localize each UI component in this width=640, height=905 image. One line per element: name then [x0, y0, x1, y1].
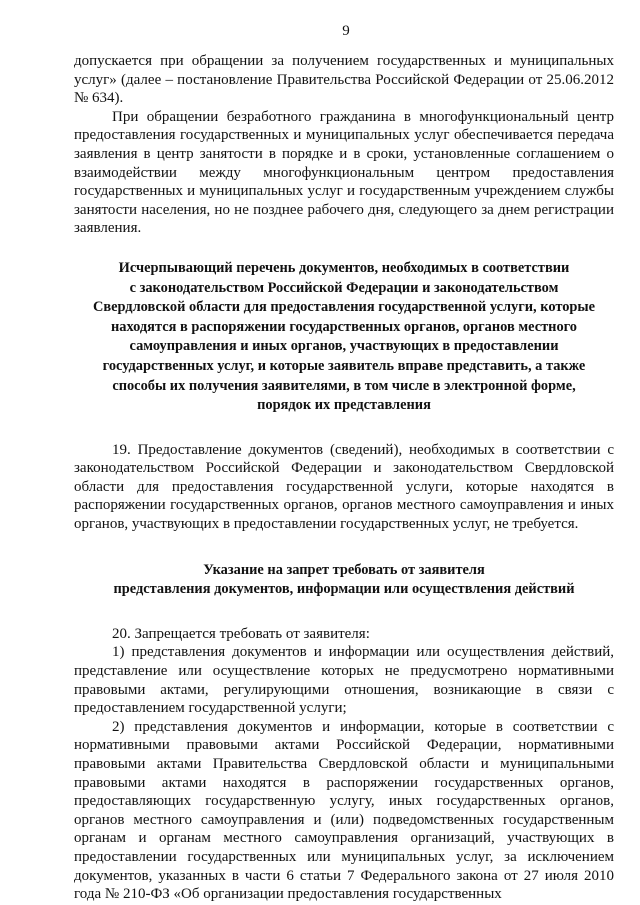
- section-heading-prohibition: [74, 561, 614, 600]
- paragraph-20-item-2: 2) представления документов и информации, которые в соответствии с нормативными правовыми актами Российской Федерации, нормативными правовыми актами Правительства Свердловской области и муниципальными правовыми актами находятся в распоряжении государственных органов, предоставляющих государственную услугу, иных государственных органов, органов местного самоуправления и (или) подведомственных государственным органам и органам местного самоуправления организаций, участвующих в предоставлении государственных или муниципальных услуг, за исключением документов, указанных в части 6 статьи 7 Федерального закона от 27 июля 2010 года № 210-ФЗ «Об организации предоставления государственных: [74, 718, 614, 903]
- paragraph-20: 20. Запрещается требовать от заявителя:: [112, 625, 370, 642]
- section-heading-documents-list: [74, 259, 614, 416]
- paragraph-unemployed-citizen: При обращении безработного гражданина в многофункциональный центр предоставления государственных и муниципальных услуг обеспечивается передача заявления в центр занятости в порядке и в сроки, установленные соглашением о взаимодействии между многофункциональным центром предоставления государственных и муниципальных услуг и государственным учреждением службы занятости населения, но не позднее рабочего дня, следующего за днем регистрации заявления.: [74, 108, 614, 237]
- heading-line: Свердловской области для предоставления государственной услуги, которые: [92, 299, 596, 316]
- heading-line: Исчерпывающий перечень документов, необходимых в соответствии: [118, 259, 570, 276]
- heading-line: находятся в распоряжении государственных органов, органов местного: [110, 318, 578, 335]
- heading-line: порядок их представления: [257, 397, 431, 414]
- heading-line: представления документов, информации или осуществления действий: [113, 581, 575, 598]
- paragraph-19: 19. Предоставление документов (сведений), необходимых в соответствии с законодательством Российской Федерации и законодательством Свердловской области для предоставления государственной услуги, которые находятся в распоряжении государственных органов, органов местного самоуправления и иных органов, участвующих в предоставлении государственных услуг, не требуется.: [74, 441, 614, 533]
- heading-line: самоуправления и иных органов, участвующих в предоставлении: [129, 338, 559, 355]
- paragraph-20-item-1: 1) представления документов и информации или осуществления действий, представление или осуществление которых не предусмотрено нормативными правовыми актами, регулирующими отношения, возникающие в связи с предоставлением государственной услуги;: [74, 644, 614, 717]
- heading-line: способы их получения заявителями, в том числе в электронной форме,: [112, 377, 576, 394]
- page-number: 9: [342, 23, 350, 39]
- heading-line: с законодательством Российской Федерации и законодательством: [129, 279, 559, 296]
- document-page: [74, 20, 614, 904]
- heading-line: государственных услуг, и которые заявитель вправе представить, а также: [102, 357, 586, 374]
- heading-line: Указание на запрет требовать от заявителя: [203, 561, 485, 578]
- paragraph-continuation: допускается при обращении за получением государственных и муниципальных услуг» (далее – постановление Правительства Российской Федерации от 25.06.2012 № 634).: [74, 53, 614, 107]
